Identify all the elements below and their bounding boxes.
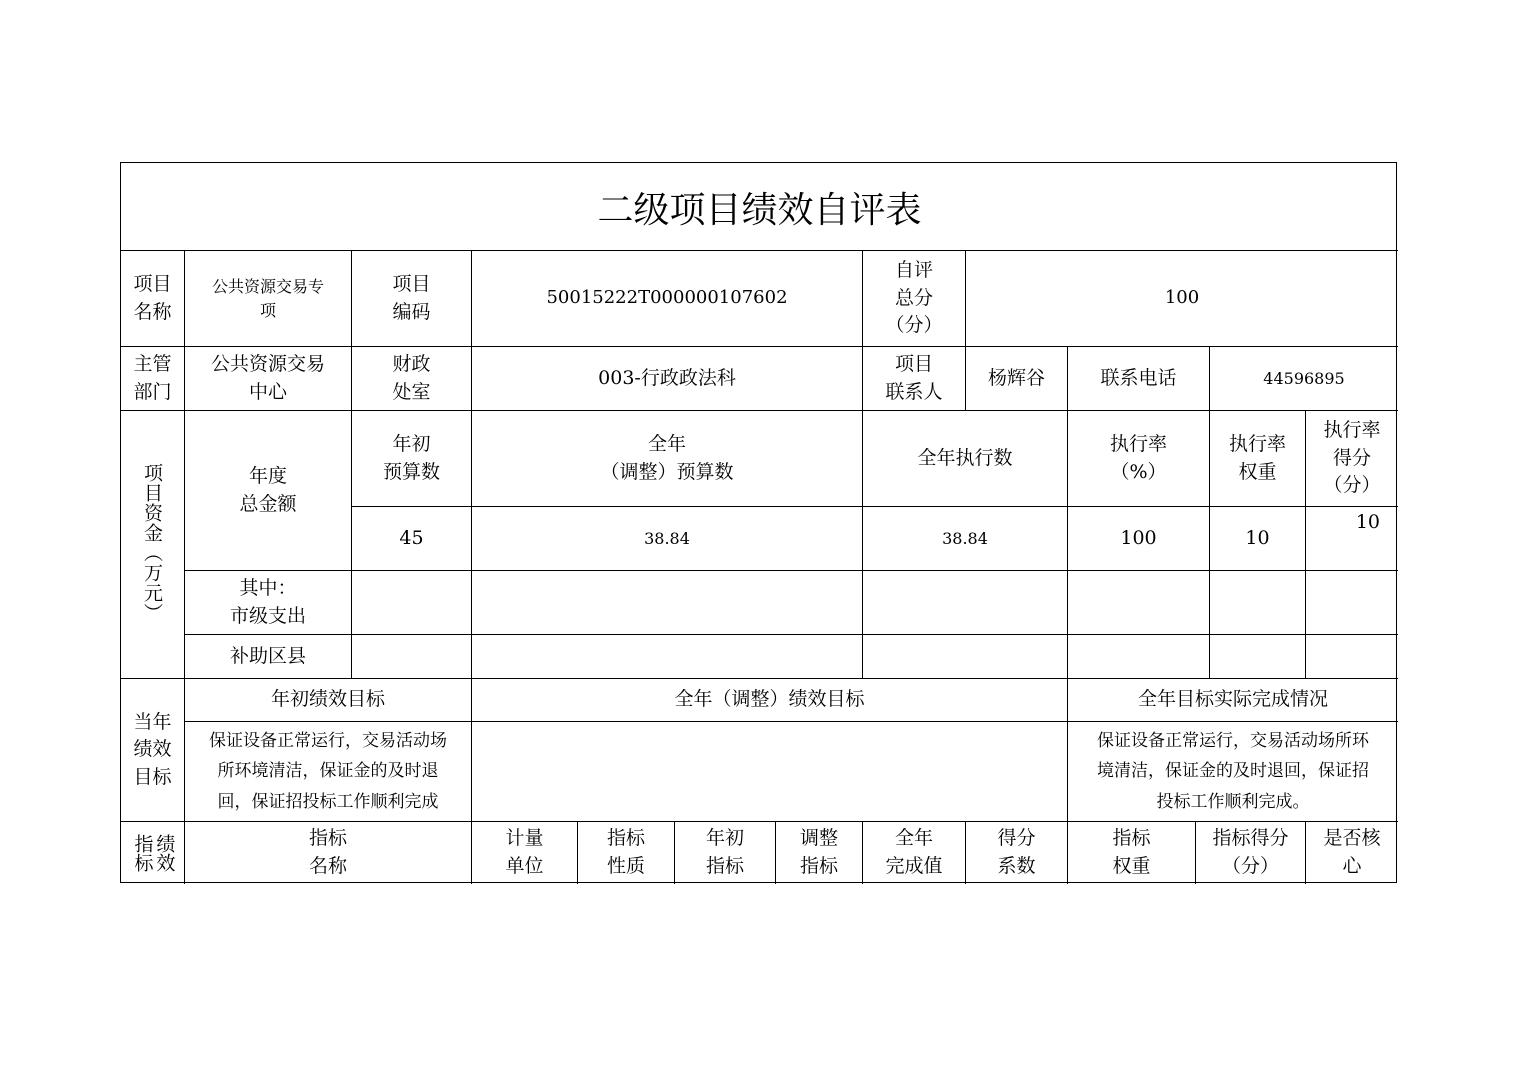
indicator-completed-header: 全年 完成值 [885,827,943,877]
indicator-nature-header: 指标 性质 [606,827,645,877]
self-score-value: 100 [1164,287,1200,309]
execution-rate-value: 100 [1120,526,1157,549]
indicator-weight-header: 指标 权重 [1112,827,1151,877]
initial-budget-value: 45 [399,526,424,549]
project-name-label: 项目 名称 [133,272,172,323]
goals-section-label: 当年 绩效 目标 [133,710,172,788]
actual-completion-text: 保证设备正常运行，交易活动场所环 境清洁，保证金的及时退回，保证招 投标工作顺利完成。 [1097,730,1369,812]
adjusted-budget-value: 38.84 [644,528,690,548]
funds-section-label: 项目资金（万元） [141,463,163,623]
initial-goal-text: 保证设备正常运行，交易活动场 所环境清洁，保证金的及时退 回，保证招投标工作顺利完成 [209,730,447,812]
indicator-unit-header: 计量 单位 [505,827,544,877]
annual-total-label: 年度 总金额 [239,465,297,515]
department-value: 公共资源交易 中心 [210,352,325,403]
rate-score-label: 执行率 得分 （分） [1323,419,1381,497]
phone-label: 联系电话 [1100,366,1177,389]
district-subsidy-label: 补助区县 [229,644,306,667]
indicator-score-header: 指标得分 （分） [1212,827,1289,877]
finance-office-label: 财政 处室 [392,352,431,403]
indicator-core-header: 是否核 心 [1323,827,1381,877]
self-score-label: 自评 总分 （分） [885,259,943,337]
table-title: 二级项目绩效自评表 [597,189,922,231]
row-divider [184,570,1398,571]
executed-value: 38.84 [942,528,988,548]
contact-value: 杨辉谷 [987,366,1045,389]
performance-self-evaluation-table [120,162,1397,883]
actual-completion-label: 全年目标实际完成情况 [1137,688,1328,711]
rate-score-value: 10 [1355,511,1380,534]
project-code-value: 50015222T000000107602 [546,287,788,309]
indicator-coef-header: 得分 系数 [997,827,1036,877]
city-expenditure-label: 其中： 市级支出 [229,576,306,627]
row-divider [184,634,1398,635]
rate-weight-label: 执行率 权重 [1228,432,1286,483]
adjusted-goal-text [472,722,1067,821]
execution-rate-label: 执行率 （%） [1109,432,1167,483]
phone-value: 44596895 [1263,368,1345,388]
adjusted-goal-label: 全年（调整）绩效目标 [674,688,865,711]
project-name-value: 公共资源交易专 项 [211,277,324,320]
initial-budget-label: 年初 预算数 [382,432,440,483]
indicator-adjusted-header: 调整 指标 [799,827,838,877]
department-label: 主管 部门 [133,352,172,403]
initial-goal-label: 年初绩效目标 [270,688,385,711]
executed-label: 全年执行数 [917,446,1013,469]
indicators-section-label: 绩效 指标 [131,834,176,872]
indicator-initial-header: 年初 指标 [705,827,744,877]
indicator-name-header: 指标 名称 [308,827,347,877]
rate-weight-value: 10 [1245,526,1270,549]
finance-office-value: 003-行政政法科 [598,366,736,389]
project-code-label: 项目 编码 [392,272,431,323]
adjusted-budget-label: 全年 （调整）预算数 [600,432,734,483]
contact-label: 项目 联系人 [885,352,943,403]
